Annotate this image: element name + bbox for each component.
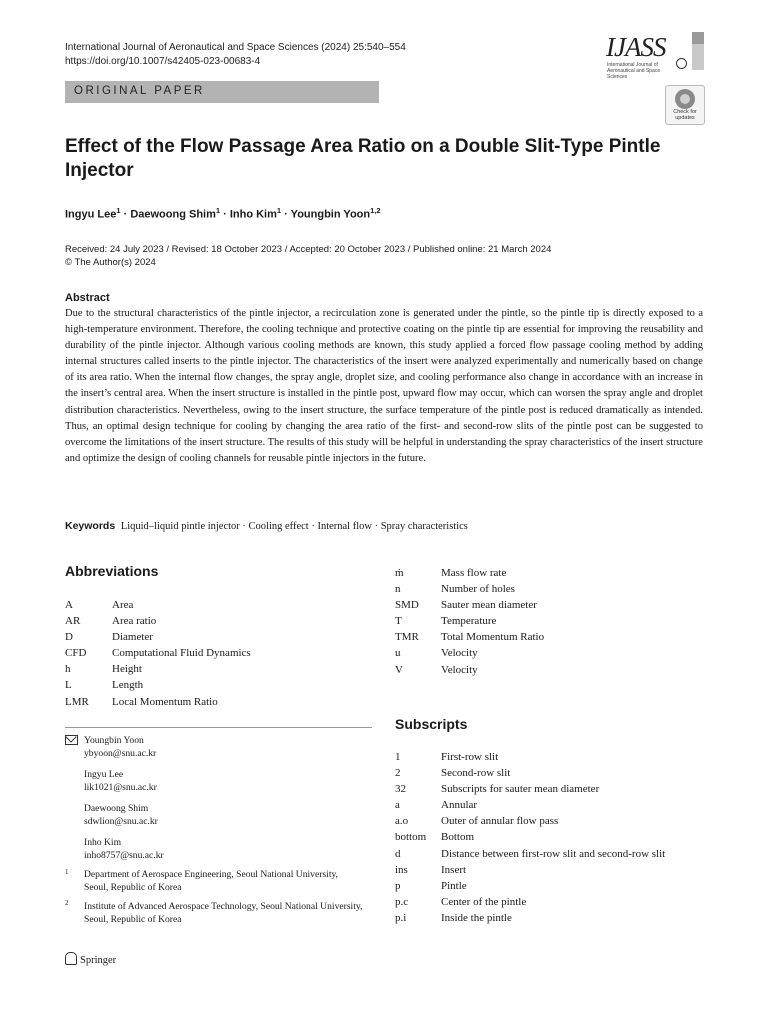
affiliation-number: 2 bbox=[65, 899, 69, 907]
author-affiliation-mark: 1,2 bbox=[370, 206, 381, 215]
subscripts-list bbox=[395, 749, 725, 926]
symbol-term: T bbox=[395, 615, 402, 628]
keywords-text: Liquid–liquid pintle injector · Cooling effect · Internal flow · Spray characteristics bbox=[120, 521, 468, 532]
list-item bbox=[395, 910, 725, 926]
author-affiliation-mark: 1 bbox=[215, 206, 221, 215]
corresponding-author-name: Youngbin Yoon bbox=[84, 735, 144, 746]
abbreviation-definition: Area bbox=[112, 599, 134, 611]
list-item bbox=[395, 581, 715, 597]
subscript-term: p.i bbox=[395, 911, 407, 924]
subscript-definition: Outer of annular flow pass bbox=[441, 815, 559, 828]
abbreviation-definition: Local Momentum Ratio bbox=[112, 695, 218, 708]
symbols-list bbox=[395, 565, 715, 678]
check-for-updates-badge[interactable] bbox=[665, 85, 705, 125]
abbreviation-definition: Area ratio bbox=[112, 615, 157, 628]
list-item bbox=[395, 862, 725, 878]
doi-link[interactable]: https://doi.org/10.1007/s42405-023-00683-4 bbox=[65, 56, 261, 67]
subscript-term: p.c bbox=[395, 895, 409, 908]
envelope-icon bbox=[65, 735, 78, 745]
logo-bar-accent bbox=[692, 32, 704, 44]
subscript-definition: Subscripts for sauter mean diameter bbox=[441, 783, 600, 796]
list-item bbox=[395, 749, 725, 765]
check-updates-icon bbox=[675, 89, 695, 109]
list-item bbox=[395, 813, 725, 829]
list-item bbox=[65, 597, 365, 613]
subscripts-heading: Subscripts bbox=[395, 716, 468, 732]
author-name[interactable]: Ingyu Lee bbox=[65, 208, 117, 221]
list-item bbox=[65, 677, 365, 693]
subscript-definition: Distance between first-row slit and second-row slit bbox=[441, 847, 666, 860]
check-updates-label: Check for updates bbox=[673, 109, 697, 121]
list-item bbox=[65, 694, 365, 710]
author-affiliation-mark: 1 bbox=[116, 206, 121, 215]
list-item bbox=[395, 629, 715, 645]
list-item bbox=[395, 597, 715, 613]
subscript-term: 1 bbox=[395, 751, 401, 763]
subscript-term: p bbox=[395, 879, 401, 892]
paper-type-banner bbox=[65, 81, 379, 103]
symbol-definition: Total Momentum Ratio bbox=[441, 631, 545, 644]
journal-logo bbox=[606, 32, 704, 80]
affiliation-text: Department of Aerospace Engineering, Seoul National University, Seoul, Republic of Korea bbox=[84, 869, 339, 893]
author-contact-email[interactable]: inho8757@snu.ac.kr bbox=[84, 850, 164, 861]
abbreviation-definition: Diameter bbox=[112, 631, 153, 644]
abbreviation-term: LMR bbox=[65, 695, 89, 708]
abstract-heading: Abstract bbox=[65, 292, 110, 304]
symbol-term: SMD bbox=[395, 599, 419, 612]
list-item bbox=[395, 894, 725, 910]
subscript-definition: Center of the pintle bbox=[441, 895, 527, 908]
society-seal-icon bbox=[676, 58, 687, 69]
list-item bbox=[395, 878, 725, 894]
subscript-term: a bbox=[395, 799, 400, 812]
list-item bbox=[395, 565, 715, 581]
abbreviation-definition: Computational Fluid Dynamics bbox=[112, 647, 251, 660]
subscript-term: 2 bbox=[395, 767, 401, 780]
corresponding-author-email[interactable]: ybyoon@snu.ac.kr bbox=[84, 748, 157, 759]
journal-citation: International Journal of Aeronautical and Space Sciences (2024) 25:540–554 bbox=[65, 42, 406, 53]
list-item bbox=[65, 613, 365, 629]
subscript-definition: First-row slit bbox=[441, 751, 499, 763]
author-affiliation-mark: 1 bbox=[276, 206, 282, 215]
list-item bbox=[65, 645, 365, 661]
abbreviation-term: CFD bbox=[65, 647, 87, 660]
list-item bbox=[395, 613, 715, 629]
copyright-notice: © The Author(s) 2024 bbox=[65, 257, 156, 268]
symbol-definition: Velocity bbox=[441, 663, 478, 676]
list-item bbox=[65, 629, 365, 645]
paper-title: Effect of the Flow Passage Area Ratio on a Double Slit-Type Pintle Injector bbox=[65, 136, 661, 181]
subscript-term: ins bbox=[395, 863, 408, 876]
footnote-divider bbox=[65, 727, 372, 728]
author-contact-email[interactable]: lik1021@snu.ac.kr bbox=[84, 782, 157, 793]
publication-dates: Received: 24 July 2023 / Revised: 18 October 2023 / Accepted: 20 October 2023 / Published online: 21 March 2024 bbox=[65, 244, 552, 255]
abbreviation-definition: Length bbox=[112, 679, 144, 692]
publisher-logo bbox=[65, 952, 116, 966]
keywords-label: Keywords bbox=[65, 520, 116, 532]
list-item bbox=[395, 797, 725, 813]
subscript-term: 32 bbox=[395, 783, 406, 796]
symbol-definition: Sauter mean diameter bbox=[441, 599, 537, 612]
symbol-term: u bbox=[395, 647, 401, 660]
paper-type-label: ORIGINAL PAPER bbox=[74, 85, 205, 97]
list-item bbox=[395, 829, 725, 845]
list-item bbox=[395, 846, 725, 862]
affiliation-number: 1 bbox=[65, 868, 69, 876]
abbreviation-term: AR bbox=[65, 615, 81, 628]
symbol-term: TMR bbox=[395, 631, 419, 644]
subscript-definition: Pintle bbox=[441, 879, 467, 892]
author-list: Ingyu Lee$^1$ · Daewoong Shim$^1$ · Inho Kim$^1$ · Youngbin Yoon$^{1,2}$ bbox=[65, 206, 381, 221]
abbreviation-term: A bbox=[65, 599, 73, 611]
author-contact-name: Inho Kim bbox=[84, 837, 122, 848]
symbol-term: n bbox=[395, 583, 401, 596]
abbreviation-term: D bbox=[65, 631, 73, 644]
symbol-definition: Number of holes bbox=[441, 583, 515, 596]
symbol-definition: Temperature bbox=[441, 615, 497, 628]
subscript-definition: Insert bbox=[441, 863, 467, 876]
list-item bbox=[395, 645, 715, 661]
abbreviation-definition: Height bbox=[112, 663, 142, 676]
subscript-term: bottom bbox=[395, 831, 427, 844]
author-name[interactable]: Inho Kim bbox=[229, 208, 277, 221]
subscript-definition: Inside the pintle bbox=[441, 911, 512, 924]
list-item bbox=[395, 662, 715, 678]
abbreviations-heading: Abbreviations bbox=[65, 563, 159, 579]
symbol-definition: Velocity bbox=[441, 647, 478, 660]
symbol-definition: Mass flow rate bbox=[441, 567, 507, 579]
subscript-term: a.o bbox=[395, 815, 409, 828]
abbreviation-term: h bbox=[65, 663, 71, 676]
symbol-term: V bbox=[395, 663, 403, 676]
author-contact-name: Daewoong Shim bbox=[84, 803, 149, 814]
list-item bbox=[395, 781, 725, 797]
author-contact-name: Ingyu Lee bbox=[84, 769, 124, 780]
author-name[interactable]: Daewoong Shim bbox=[130, 208, 216, 221]
subscript-definition: Second-row slit bbox=[441, 767, 511, 780]
subscript-term: d bbox=[395, 847, 401, 860]
affiliation-text: Institute of Advanced Aerospace Technology, Seoul National University, Seoul, Republic of Korea bbox=[84, 901, 363, 925]
journal-logo-subtext: International Journal of Aeronautical and Space Sciences bbox=[607, 62, 661, 80]
abbreviations-list bbox=[65, 597, 365, 710]
springer-horse-icon bbox=[65, 952, 77, 965]
subscript-definition: Bottom bbox=[441, 831, 475, 844]
list-item bbox=[65, 661, 365, 677]
subscript-definition: Annular bbox=[441, 799, 478, 812]
symbol-term: ṁ bbox=[395, 567, 404, 579]
abstract-text: Due to the structural characteristics of the pintle injector, a recirculation zone is generated under the pintle, so the pintle tip is directly exposed to a high-temperature environment. Therefore, the cooling technique and protective coating on the pintle tip are essential for improving the reusability and durability of the pintle injector. Although various cooling methods are known, this study applied a forced flow passage cooling method by adding internal structures called inserts to the pintle injector. The characteristics of the insert were analyzed experimentally and numerically based on change of its area ratio. When the internal flow changes, the spray angle, droplet size, and cooling performance also change in accordance with an increase in the insert’s central area. When the insert structure is installed in the pintle post, upward flow may occur, which can worsen the spray angle and droplet distribution characteristics. Nevertheless, owing to the insert structure, the surface temperature of the pintle post is reduced dramatically as intended. Thus, an optimal design technique for cooling by changing the area ratio of the first- and second-row slits of the pintle post can be suggested to overcome the limitations of the insert structure. The results of this study will be helpful in understanding the spray characteristics of the insert structure and optimize the design of cooling channels for reusable pintle injectors in the future. bbox=[65, 308, 703, 464]
abbreviation-term: L bbox=[65, 679, 72, 692]
keywords-line bbox=[65, 518, 705, 535]
author-name[interactable]: Youngbin Yoon bbox=[290, 208, 371, 221]
journal-logo-text: IJASS bbox=[606, 32, 666, 62]
author-contact-email[interactable]: sdwlion@snu.ac.kr bbox=[84, 816, 158, 827]
publisher-name: Springer bbox=[80, 955, 117, 966]
list-item bbox=[395, 765, 725, 781]
